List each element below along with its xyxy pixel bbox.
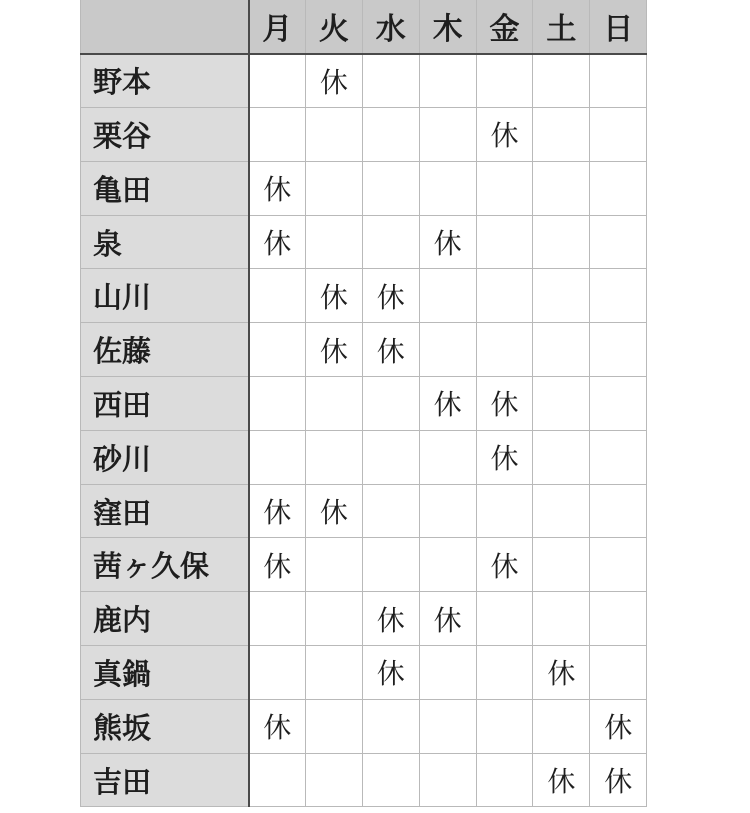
schedule-cell[interactable] [305, 646, 362, 700]
schedule-cell[interactable] [476, 592, 533, 646]
schedule-cell[interactable] [305, 753, 362, 807]
schedule-cell[interactable] [590, 215, 647, 269]
schedule-cell[interactable] [476, 215, 533, 269]
schedule-cell[interactable] [533, 592, 590, 646]
schedule-cell[interactable] [590, 323, 647, 377]
staff-name-cell[interactable]: 吉田 [81, 753, 249, 807]
table-row [81, 108, 647, 162]
schedule-cell[interactable]: 休 [476, 538, 533, 592]
schedule-cell[interactable] [590, 54, 647, 108]
schedule-cell[interactable] [476, 646, 533, 700]
schedule-cell[interactable]: 休 [305, 484, 362, 538]
table-row [81, 430, 647, 484]
schedule-cell[interactable] [533, 161, 590, 215]
day-header-thu[interactable]: 木 [419, 0, 476, 54]
schedule-cell[interactable]: 休 [533, 753, 590, 807]
schedule-cell[interactable]: 休 [476, 108, 533, 162]
schedule-cell[interactable] [249, 54, 306, 108]
schedule-cell[interactable] [419, 538, 476, 592]
schedule-cell[interactable] [249, 592, 306, 646]
table-row [81, 592, 647, 646]
schedule-cell[interactable] [590, 377, 647, 431]
schedule-cell[interactable]: 休 [590, 753, 647, 807]
schedule-cell[interactable] [249, 646, 306, 700]
schedule-cell[interactable] [476, 753, 533, 807]
schedule-cell[interactable]: 休 [362, 269, 419, 323]
schedule-cell[interactable] [305, 108, 362, 162]
schedule-cell[interactable] [476, 269, 533, 323]
schedule-cell[interactable] [419, 54, 476, 108]
schedule-cell[interactable]: 休 [249, 161, 306, 215]
staff-name-cell[interactable]: 熊坂 [81, 699, 249, 753]
table-row [81, 161, 647, 215]
table-row [81, 699, 647, 753]
day-header-sat[interactable]: 土 [533, 0, 590, 54]
schedule-cell[interactable] [533, 377, 590, 431]
day-header-wed[interactable]: 水 [362, 0, 419, 54]
table-row [81, 269, 647, 323]
schedule-cell[interactable] [362, 753, 419, 807]
staff-name-cell[interactable]: 山川 [81, 269, 249, 323]
schedule-cell[interactable] [305, 430, 362, 484]
shift-table [80, 0, 647, 807]
schedule-cell[interactable]: 休 [249, 699, 306, 753]
table-row [81, 538, 647, 592]
schedule-cell[interactable] [362, 484, 419, 538]
staff-name-cell[interactable]: 真鍋 [81, 646, 249, 700]
schedule-cell[interactable] [249, 323, 306, 377]
schedule-cell[interactable] [533, 54, 590, 108]
schedule-cell[interactable] [533, 699, 590, 753]
staff-name-cell[interactable]: 泉 [81, 215, 249, 269]
schedule-cell[interactable] [419, 161, 476, 215]
staff-name-cell[interactable]: 西田 [81, 377, 249, 431]
staff-name-cell[interactable]: 茜ヶ久保 [81, 538, 249, 592]
schedule-cell[interactable]: 休 [362, 592, 419, 646]
schedule-cell[interactable] [533, 484, 590, 538]
staff-name-cell[interactable]: 栗谷 [81, 108, 249, 162]
schedule-cell[interactable]: 休 [419, 377, 476, 431]
schedule-cell[interactable] [305, 538, 362, 592]
staff-name-cell[interactable]: 砂川 [81, 430, 249, 484]
schedule-cell[interactable] [533, 430, 590, 484]
schedule-cell[interactable]: 休 [249, 484, 306, 538]
schedule-cell[interactable] [533, 215, 590, 269]
schedule-cell[interactable]: 休 [305, 54, 362, 108]
day-header-sun[interactable]: 日 [590, 0, 647, 54]
schedule-cell[interactable] [590, 484, 647, 538]
schedule-cell[interactable]: 休 [476, 430, 533, 484]
schedule-cell[interactable] [305, 161, 362, 215]
corner-cell[interactable] [81, 0, 249, 54]
schedule-cell[interactable] [419, 646, 476, 700]
schedule-cell[interactable] [305, 699, 362, 753]
schedule-cell[interactable] [476, 161, 533, 215]
staff-name-cell[interactable]: 野本 [81, 54, 249, 108]
header-row [81, 0, 647, 54]
schedule-cell[interactable] [362, 161, 419, 215]
schedule-cell[interactable] [419, 323, 476, 377]
schedule-cell[interactable] [249, 377, 306, 431]
schedule-cell[interactable]: 休 [305, 323, 362, 377]
schedule-cell[interactable] [362, 430, 419, 484]
schedule-cell[interactable] [533, 269, 590, 323]
table-row [81, 54, 647, 108]
table-row [81, 323, 647, 377]
schedule-cell[interactable] [590, 538, 647, 592]
schedule-cell[interactable] [419, 753, 476, 807]
schedule-cell[interactable]: 休 [305, 269, 362, 323]
day-header-fri[interactable]: 金 [476, 0, 533, 54]
schedule-cell[interactable] [305, 215, 362, 269]
day-header-tue[interactable]: 火 [305, 0, 362, 54]
staff-name-cell[interactable]: 窪田 [81, 484, 249, 538]
schedule-cell[interactable] [476, 699, 533, 753]
schedule-cell[interactable] [249, 430, 306, 484]
schedule-cell[interactable]: 休 [590, 699, 647, 753]
schedule-cell[interactable] [249, 269, 306, 323]
schedule-cell[interactable] [476, 54, 533, 108]
schedule-cell[interactable] [590, 430, 647, 484]
staff-name-cell[interactable]: 佐藤 [81, 323, 249, 377]
schedule-cell[interactable] [305, 592, 362, 646]
schedule-cell[interactable] [419, 269, 476, 323]
schedule-cell[interactable] [249, 753, 306, 807]
schedule-cell[interactable]: 休 [362, 646, 419, 700]
schedule-cell[interactable]: 休 [419, 215, 476, 269]
schedule-cell[interactable] [590, 592, 647, 646]
schedule-cell[interactable] [476, 484, 533, 538]
schedule-cell[interactable] [590, 269, 647, 323]
table-row [81, 753, 647, 807]
schedule-cell[interactable]: 休 [362, 323, 419, 377]
schedule-cell[interactable] [590, 646, 647, 700]
table-row [81, 484, 647, 538]
schedule-cell[interactable]: 休 [249, 215, 306, 269]
schedule-cell[interactable]: 休 [419, 592, 476, 646]
schedule-cell[interactable] [419, 699, 476, 753]
schedule-cell[interactable] [305, 377, 362, 431]
schedule-cell[interactable] [362, 215, 419, 269]
schedule-cell[interactable] [249, 108, 306, 162]
schedule-cell[interactable] [533, 323, 590, 377]
schedule-cell[interactable]: 休 [249, 538, 306, 592]
table-row [81, 646, 647, 700]
schedule-cell[interactable] [590, 161, 647, 215]
schedule-cell[interactable] [590, 108, 647, 162]
schedule-cell[interactable]: 休 [476, 377, 533, 431]
schedule-cell[interactable] [533, 108, 590, 162]
table-row [81, 377, 647, 431]
schedule-cell[interactable] [362, 108, 419, 162]
schedule-cell[interactable] [419, 430, 476, 484]
schedule-cell[interactable] [419, 484, 476, 538]
schedule-cell[interactable] [419, 108, 476, 162]
staff-name-cell[interactable]: 亀田 [81, 161, 249, 215]
schedule-cell[interactable] [362, 377, 419, 431]
schedule-cell[interactable] [362, 54, 419, 108]
schedule-cell[interactable] [533, 538, 590, 592]
schedule-cell[interactable] [362, 538, 419, 592]
schedule-cell[interactable]: 休 [533, 646, 590, 700]
schedule-cell[interactable] [362, 699, 419, 753]
schedule-cell[interactable] [476, 323, 533, 377]
staff-name-cell[interactable]: 鹿内 [81, 592, 249, 646]
day-header-mon[interactable]: 月 [249, 0, 306, 54]
table-row [81, 215, 647, 269]
